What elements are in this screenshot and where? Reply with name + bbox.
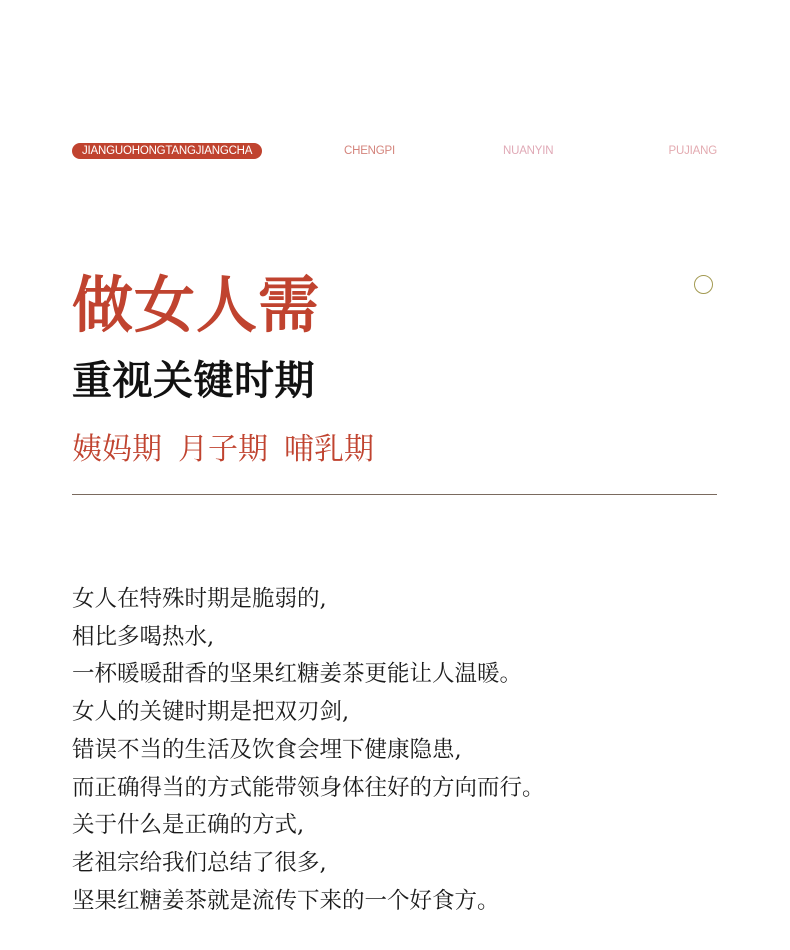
body-line: 老祖宗给我们总结了很多,: [72, 849, 327, 876]
body-paragraph: [72, 581, 732, 920]
page-title: 做女人需: [72, 270, 321, 341]
body-line: 错误不当的生活及饮食会埋下健康隐患,: [72, 736, 462, 763]
tab-nuanyin[interactable]: NUANYIN: [503, 145, 554, 157]
body-line: 关于什么是正确的方式,: [72, 812, 305, 839]
body-line: 女人在特殊时期是脆弱的,: [72, 586, 327, 612]
tab-pujiang[interactable]: PUJIANG: [668, 145, 717, 157]
circle-icon: [694, 275, 713, 294]
body-line: 一杯暖暖甜香的坚果红糖姜茶更能让人温暖。: [72, 661, 523, 688]
body-line: 相比多喝热水,: [72, 623, 215, 650]
period-menstrual: 姨妈期: [72, 432, 162, 467]
tab-jianguohongtangjiangcha[interactable]: JIANGUOHONGTANGJIANGCHA: [72, 143, 262, 159]
tab-chengpi[interactable]: CHENGPI: [344, 145, 395, 157]
divider: [72, 494, 717, 495]
period-breastfeeding: 哺乳期: [284, 432, 374, 467]
body-line: 而正确得当的方式能带领身体往好的方向而行。: [72, 774, 545, 801]
category-tabs: [72, 143, 717, 159]
key-periods: [72, 428, 390, 472]
period-postpartum: 月子期: [178, 432, 268, 467]
page-subtitle: 重视关键时期: [72, 357, 315, 404]
body-line: 坚果红糖姜茶就是流传下来的一个好食方。: [72, 887, 500, 914]
body-line: 女人的关键时期是把双刃剑,: [72, 699, 350, 726]
